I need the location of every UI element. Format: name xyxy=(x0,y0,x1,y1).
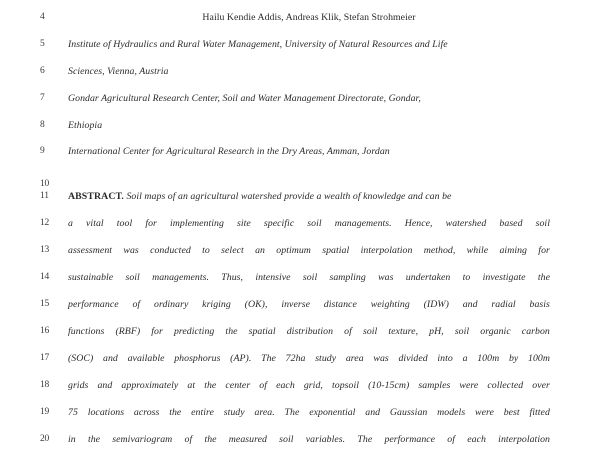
word: assessment xyxy=(68,245,113,256)
word: for xyxy=(145,218,157,229)
manuscript-line xyxy=(0,191,600,205)
word: was xyxy=(378,272,394,283)
word: 75 xyxy=(68,407,78,418)
manuscript-line xyxy=(0,434,600,448)
word: implementing xyxy=(169,218,224,229)
word: topsoil xyxy=(331,380,359,391)
word: across xyxy=(133,407,160,418)
manuscript-line xyxy=(0,39,600,53)
word: ordinary xyxy=(154,299,189,310)
manuscript-line xyxy=(0,299,600,313)
word: semivariogram xyxy=(112,434,173,445)
word: distribution xyxy=(286,326,334,337)
affiliation-line: Institute of Hydraulics and Rural Water Management, University of Natural Resources and Life xyxy=(68,39,448,50)
word: 100m xyxy=(477,353,500,364)
word: soil xyxy=(307,218,322,229)
word: soil xyxy=(362,326,378,337)
word: (IDW) xyxy=(423,299,449,310)
word: (AP). xyxy=(230,353,252,364)
affiliation-line: Sciences, Vienna, Austria xyxy=(68,66,169,77)
word: samples xyxy=(418,380,451,391)
word: for xyxy=(151,326,163,337)
word: undertaken xyxy=(405,272,451,283)
word: the xyxy=(169,407,182,418)
word: Hence, xyxy=(404,218,433,229)
word: managements. xyxy=(334,218,392,229)
word: inverse xyxy=(281,299,310,310)
abstract-line xyxy=(68,434,550,446)
word: radial xyxy=(491,299,516,310)
word: performance xyxy=(68,299,119,310)
manuscript-line xyxy=(0,353,600,367)
word: distance xyxy=(323,299,357,310)
line-number: 14 xyxy=(40,272,50,282)
word: for xyxy=(538,245,550,256)
word: was xyxy=(123,245,139,256)
word: and xyxy=(97,380,113,391)
word: study xyxy=(315,353,337,364)
line-number: 10 xyxy=(40,179,50,189)
word: divided xyxy=(398,353,428,364)
word: vital xyxy=(86,218,104,229)
line-number: 18 xyxy=(40,380,50,390)
word: 100m xyxy=(528,353,550,364)
abstract-line xyxy=(68,326,550,338)
abstract-line xyxy=(68,353,550,365)
word: weighting xyxy=(370,299,410,310)
word: (SOC) xyxy=(68,353,94,364)
word: managements. xyxy=(152,272,210,283)
word: variables. xyxy=(305,434,346,445)
word: fitted xyxy=(529,407,550,418)
manuscript-line xyxy=(0,407,600,421)
word: sustainable xyxy=(68,272,114,283)
word: of xyxy=(447,434,456,445)
word: conducted xyxy=(150,245,191,256)
word: performance xyxy=(384,434,436,445)
word: were xyxy=(475,407,494,418)
word: an xyxy=(255,245,265,256)
manuscript-line xyxy=(0,245,600,259)
abstract-line xyxy=(68,380,550,392)
word: predicting xyxy=(173,326,215,337)
word: tool xyxy=(116,218,133,229)
line-number: 15 xyxy=(40,299,50,309)
word: site xyxy=(237,218,251,229)
word: area. xyxy=(254,407,275,418)
manuscript-line xyxy=(0,146,600,160)
word: the xyxy=(537,272,550,283)
word: soil xyxy=(454,326,470,337)
line-number: 4 xyxy=(40,12,45,22)
word: while xyxy=(466,245,489,256)
word: approximately xyxy=(121,380,179,391)
word: soil xyxy=(279,434,294,445)
word: into xyxy=(437,353,453,364)
word: and xyxy=(462,299,478,310)
word: each xyxy=(276,380,295,391)
word: interpolation xyxy=(498,434,550,445)
line-number: 5 xyxy=(40,39,45,49)
word: method, xyxy=(423,245,456,256)
word: The xyxy=(261,353,276,364)
word: grids xyxy=(68,380,89,391)
word: soil xyxy=(535,218,550,229)
line-number: 8 xyxy=(40,120,45,130)
abstract-line xyxy=(68,218,550,230)
manuscript-line xyxy=(0,66,600,80)
manuscript-line xyxy=(0,272,600,286)
word: grid, xyxy=(303,380,323,391)
word: The xyxy=(357,434,373,445)
abstract-line xyxy=(68,245,550,257)
word: best xyxy=(503,407,520,418)
word: texture, xyxy=(388,326,419,337)
word: was xyxy=(373,353,389,364)
line-number: 6 xyxy=(40,66,45,76)
word: over xyxy=(532,380,550,391)
word: center xyxy=(225,380,251,391)
word: at xyxy=(187,380,196,391)
word: spatial xyxy=(248,326,276,337)
word: Gaussian xyxy=(389,407,428,418)
manuscript-line xyxy=(0,218,600,232)
word: models xyxy=(437,407,466,418)
word: the xyxy=(204,380,217,391)
manuscript-line xyxy=(0,380,600,394)
word: of xyxy=(259,380,267,391)
word: sampling xyxy=(329,272,366,283)
line-number: 12 xyxy=(40,218,50,228)
word: soil xyxy=(125,272,140,283)
line-number: 17 xyxy=(40,353,50,363)
word: specific xyxy=(263,218,295,229)
word: (10-15cm) xyxy=(368,380,410,391)
word: of xyxy=(184,434,193,445)
word: basis xyxy=(529,299,550,310)
word: exponential xyxy=(309,407,356,418)
word: and xyxy=(103,353,118,364)
word: functions xyxy=(68,326,105,337)
abstract-label: ABSTRACT. xyxy=(68,191,124,202)
affiliation-line: Ethiopia xyxy=(68,120,103,131)
word: to xyxy=(462,272,471,283)
word: a xyxy=(68,218,73,229)
word: The xyxy=(284,407,300,418)
abstract-first-line xyxy=(68,191,550,203)
abstract-line xyxy=(68,299,550,311)
word: organic xyxy=(480,326,511,337)
word: locations xyxy=(87,407,125,418)
word: interpolation xyxy=(360,245,413,256)
word: a xyxy=(462,353,468,364)
manuscript-line xyxy=(0,120,600,134)
word: select xyxy=(221,245,244,256)
word: area xyxy=(345,353,364,364)
word: were xyxy=(459,380,479,391)
word: in xyxy=(68,434,76,445)
word: to xyxy=(202,245,210,256)
word: available xyxy=(127,353,165,364)
word: aiming xyxy=(499,245,527,256)
manuscript-line xyxy=(0,12,600,26)
running-head: Hailu Kendie Addis, Andreas Klik, Stefan Strohmeier xyxy=(202,12,416,23)
word: optimum xyxy=(276,245,311,256)
word: spatial xyxy=(322,245,350,256)
word: watershed xyxy=(445,218,487,229)
word: entire xyxy=(191,407,214,418)
line-number: 16 xyxy=(40,326,50,336)
word: investigate xyxy=(482,272,526,283)
word: by xyxy=(508,353,519,364)
word: study xyxy=(223,407,245,418)
word: phosphorus xyxy=(174,353,221,364)
affiliation-line: Gondar Agricultural Research Center, Soil and Water Management Directorate, Gondar, xyxy=(68,93,421,104)
word: collected xyxy=(487,380,524,391)
manuscript-line xyxy=(0,93,600,107)
line-number: 7 xyxy=(40,93,45,103)
word: of xyxy=(344,326,352,337)
manuscript-line xyxy=(0,326,600,340)
word: carbon xyxy=(521,326,550,337)
word: intensive xyxy=(255,272,291,283)
line-number: 13 xyxy=(40,245,50,255)
word: the xyxy=(204,434,217,445)
word: (RBF) xyxy=(115,326,141,337)
abstract-first-text: Soil maps of an agricultural watershed provide a wealth of knowledge and can be xyxy=(123,191,452,202)
line-number: 19 xyxy=(40,407,50,417)
word: kriging xyxy=(202,299,231,310)
word: measured xyxy=(228,434,267,445)
word: pH, xyxy=(429,326,444,337)
word: each xyxy=(467,434,486,445)
word: (OK), xyxy=(244,299,268,310)
line-number: 9 xyxy=(40,146,45,156)
word: the xyxy=(225,326,238,337)
line-number: 20 xyxy=(40,434,50,444)
word: the xyxy=(87,434,101,445)
line-number: 11 xyxy=(40,191,49,201)
word: based xyxy=(499,218,523,229)
word: soil xyxy=(302,272,318,283)
abstract-line xyxy=(68,272,550,284)
word: 72ha xyxy=(285,353,306,364)
word: Thus, xyxy=(221,272,244,283)
blank-line xyxy=(68,179,550,191)
word: of xyxy=(132,299,141,310)
word: and xyxy=(365,407,381,418)
abstract-line xyxy=(68,407,550,419)
affiliation-line: International Center for Agricultural Research in the Dry Areas, Amman, Jordan xyxy=(68,146,390,157)
